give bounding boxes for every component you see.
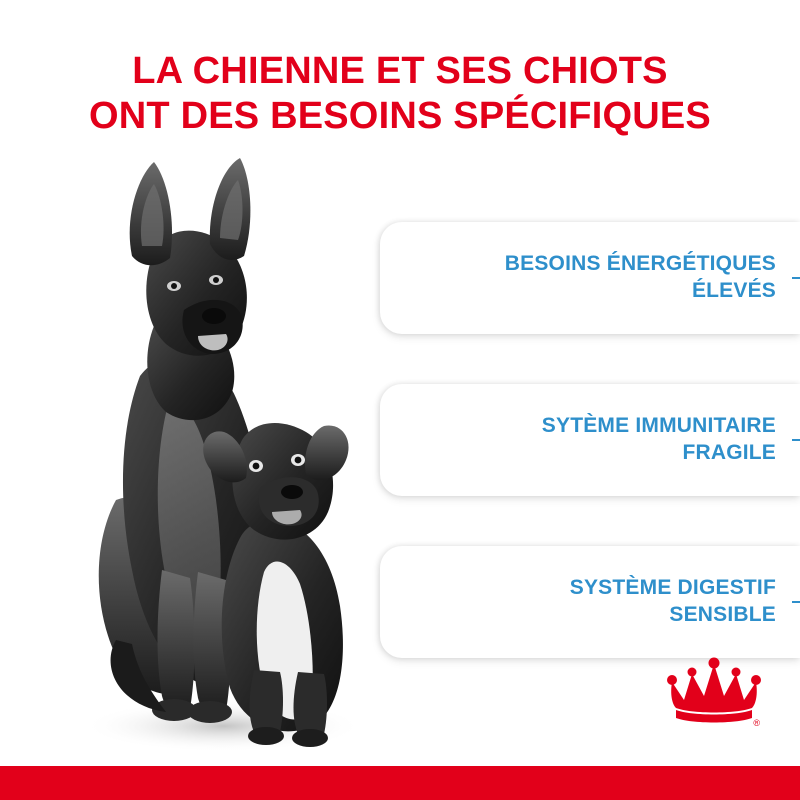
callout-line-2: SENSIBLE [669, 603, 776, 626]
callout-text [505, 251, 776, 305]
benefit-callout-energy [380, 222, 800, 334]
dog-and-puppy-photo [58, 140, 388, 760]
benefit-callout-list [380, 222, 800, 658]
page-title-line-2: ONT DES BESOINS SPÉCIFIQUES [89, 95, 711, 138]
callout-bubble [380, 222, 800, 334]
callout-line-1: SYSTÈME DIGESTIF [569, 576, 776, 600]
callout-text [570, 575, 776, 629]
callout-line-1: BESOINS ÉNERGÉTIQUES [504, 252, 776, 276]
callout-bubble [380, 546, 800, 658]
callout-connector-line [792, 601, 800, 603]
royal-canin-crown-logo [662, 656, 766, 730]
registered-mark: ® [753, 718, 760, 728]
benefit-callout-digestion [380, 546, 800, 658]
benefit-callout-immunity [380, 384, 800, 496]
callout-connector-line [792, 277, 800, 279]
callout-text [542, 413, 776, 467]
footer-red-band [0, 766, 800, 800]
callout-line-1: SYTÈME IMMUNITAIRE [541, 414, 776, 438]
callout-bubble [380, 384, 800, 496]
page-title-line-1: LA CHIENNE ET SES CHIOTS [132, 50, 668, 93]
page-title [0, 49, 800, 139]
callout-connector-line [792, 439, 800, 441]
callout-line-2: ÉLEVÉS [691, 279, 776, 302]
callout-line-2: FRAGILE [682, 441, 776, 464]
